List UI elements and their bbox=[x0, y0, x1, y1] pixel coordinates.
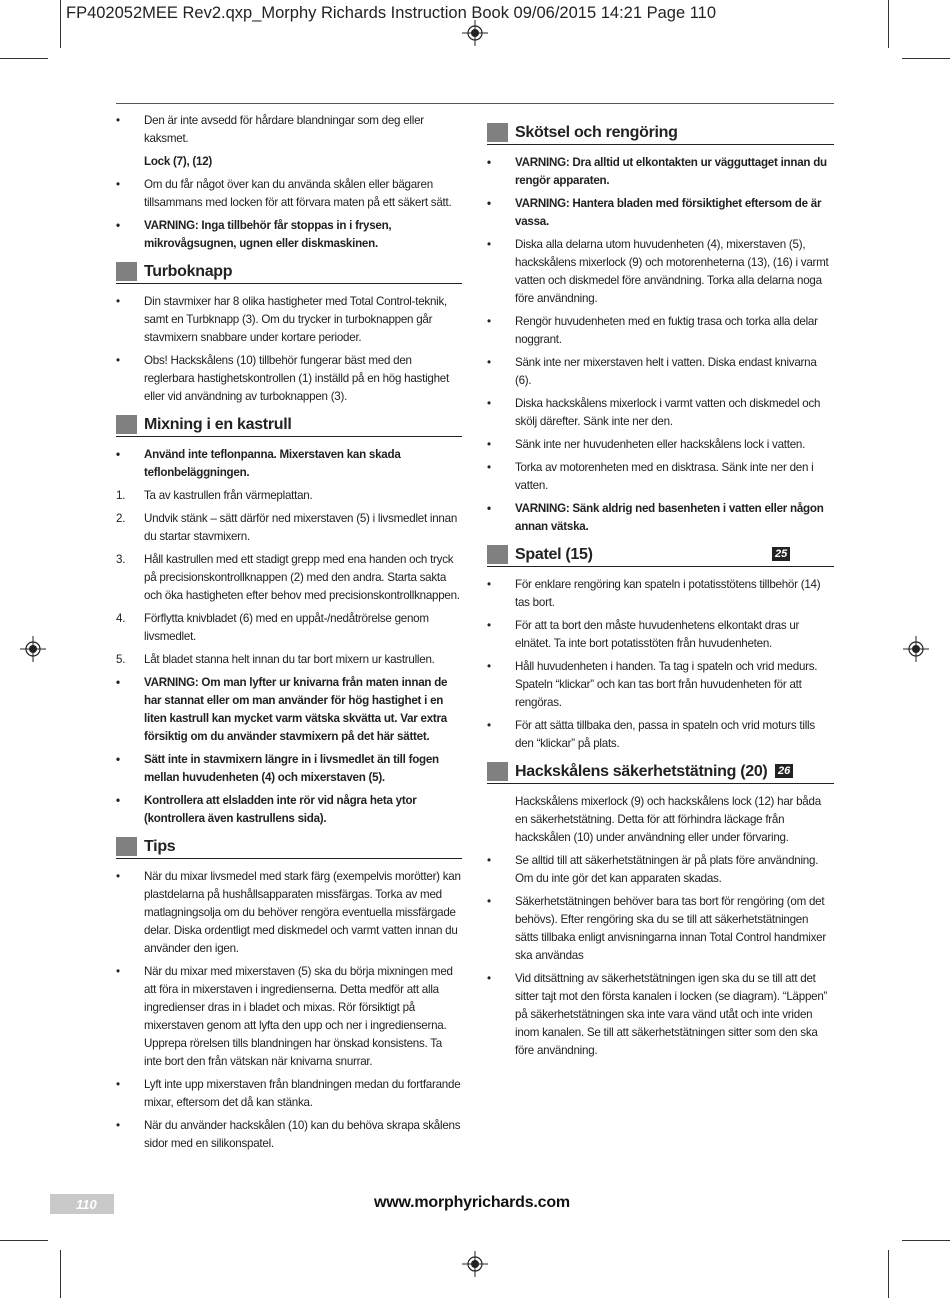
heading-text: Turboknapp bbox=[144, 263, 233, 280]
item-text: Om du får något över kan du använda skålen eller bägaren tillsammans med locken för att förvara maten på ett säkert sätt. bbox=[144, 178, 452, 209]
bullet-item bbox=[116, 674, 462, 746]
numbered-step bbox=[116, 610, 462, 646]
item-text: För att ta bort den måste huvudenhetens elkontakt dras ur elnätet. Ta inte bort potatisstöten från huvudenheten. bbox=[515, 619, 800, 650]
list-marker: • bbox=[487, 315, 491, 328]
item-text: Ta av kastrullen från värmeplattan. bbox=[144, 489, 313, 502]
numbered-step bbox=[116, 510, 462, 546]
item-text: VARNING: Hantera bladen med försiktighet eftersom de är vassa. bbox=[515, 197, 822, 228]
slug-line: FP402052MEE Rev2.qxp_Morphy Richards Instruction Book 09/06/2015 14:21 Page 110 bbox=[66, 4, 717, 22]
item-text: VARNING: Sänk aldrig ned basenheten i vatten eller någon annan vätska. bbox=[515, 502, 824, 533]
left-column bbox=[116, 112, 462, 1158]
list-marker: • bbox=[487, 397, 491, 410]
item-text: Diska alla delarna utom huvudenheten (4), mixerstaven (5), hackskålens mixerlock (9) och motorenheterna (13), (16) i varmt vatten och diskmedel före användning. Torka alla delarna noga före användning. bbox=[515, 238, 829, 305]
bullet-item bbox=[116, 1117, 462, 1153]
item-text: Sätt inte in stavmixern längre in i livsmedlet än till fogen mellan huvudenheten (4) och mixerstaven (5). bbox=[144, 753, 439, 784]
numbered-step bbox=[116, 551, 462, 605]
bullet-item bbox=[487, 236, 834, 308]
section-heading bbox=[487, 544, 834, 567]
bullet-item bbox=[487, 893, 834, 965]
list-marker: • bbox=[487, 719, 491, 732]
item-text: Obs! Hackskålens (10) tillbehör fungerar bäst med den reglerbara hastighetskontrollen (1) inställd på en hög hastighet eller vid användning av turboknappen (3). bbox=[144, 354, 449, 403]
item-text: Förflytta knivbladet (6) med en uppåt-/nedåtrörelse genom livsmedlet. bbox=[144, 612, 429, 643]
registration-mark-icon bbox=[462, 1251, 488, 1277]
item-text: Diska hackskålens mixerlock i varmt vatten och diskmedel och skölj därefter. Sänk inte ner den. bbox=[515, 397, 821, 428]
bullet-item bbox=[487, 717, 834, 753]
list-marker: • bbox=[116, 114, 120, 127]
bullet-item bbox=[487, 617, 834, 653]
item-text: Sänk inte ner huvudenheten eller hackskålens lock i vatten. bbox=[515, 438, 806, 451]
list-marker: • bbox=[116, 1119, 120, 1132]
bullet-item bbox=[116, 352, 462, 406]
item-text: Säkerhetstätningen behöver bara tas bort för rengöring (om det behövs). Efter rengöring ska du se till att säkerhetstätningen sätts tillbaka enligt anvisningarna innan Total Control handmixer ska användas bbox=[515, 895, 826, 962]
bullet-item bbox=[116, 963, 462, 1071]
section-heading bbox=[116, 836, 462, 859]
bullet-item bbox=[487, 354, 834, 390]
heading-marker bbox=[116, 415, 137, 434]
list-marker: 4. bbox=[116, 612, 126, 625]
item-text: Rengör huvudenheten med en fuktig trasa och torka alla delar noggrant. bbox=[515, 315, 818, 346]
bullet-item bbox=[487, 576, 834, 612]
bullet-item bbox=[487, 395, 834, 431]
list-marker: • bbox=[116, 448, 120, 461]
list-marker: • bbox=[116, 1078, 120, 1091]
bullet-item bbox=[116, 176, 462, 212]
list-marker: • bbox=[116, 295, 120, 308]
item-text: Din stavmixer har 8 olika hastigheter med Total Control-teknik, samt en Turbknapp (3). Om du trycker in turboknappen går stavmixern snabbare under kortare perioder. bbox=[144, 295, 448, 344]
item-text: Lyft inte upp mixerstaven från blandningen medan du fortfarande mixar, eftersom det då kan stänka. bbox=[144, 1078, 461, 1109]
item-text: VARNING: Dra alltid ut elkontakten ur vägguttaget innan du rengör apparaten. bbox=[515, 156, 827, 187]
list-marker: • bbox=[487, 854, 491, 867]
item-text: När du mixar med mixerstaven (5) ska du börja mixningen med att föra in mixerstaven i ingredienserna. Detta medför att alla ingredienser dras in i bladet och mixas. Rör försiktigt på mixerstaven genom att lyfta den upp och ner i ingredienserna. Upprepa rörelsen tills blandningen har önskad konsistens. Ta inte bort den från vätskan när knivarna snurrar. bbox=[144, 965, 453, 1068]
item-text: VARNING: Inga tillbehör får stoppas in i frysen, mikrovågsugnen, ugnen eller diskmaskinen. bbox=[144, 219, 392, 250]
item-text: Den är inte avsedd för hårdare blandningar som deg eller kaksmet. bbox=[144, 114, 424, 145]
list-marker: • bbox=[487, 660, 491, 673]
registration-mark-icon bbox=[20, 636, 46, 662]
bullet-item bbox=[487, 459, 834, 495]
list-marker: • bbox=[487, 502, 491, 515]
list-marker: • bbox=[487, 197, 491, 210]
figure-reference-badge: 25 bbox=[772, 547, 790, 561]
bullet-item bbox=[116, 446, 462, 482]
heading-text: Skötsel och rengöring bbox=[515, 124, 678, 141]
item-text: Använd inte teflonpanna. Mixerstaven kan skada teflonbeläggningen. bbox=[144, 448, 401, 479]
right-column bbox=[487, 114, 834, 1065]
bullet-item bbox=[487, 970, 834, 1060]
list-marker: • bbox=[487, 578, 491, 591]
section-heading bbox=[116, 414, 462, 437]
list-marker: • bbox=[116, 219, 120, 232]
heading-marker bbox=[116, 837, 137, 856]
list-marker: • bbox=[116, 676, 120, 689]
item-text: Torka av motorenheten med en disktrasa. Sänk inte ner den i vatten. bbox=[515, 461, 814, 492]
numbered-step bbox=[116, 487, 462, 505]
bullet-item bbox=[116, 868, 462, 958]
heading-marker bbox=[116, 262, 137, 281]
registration-mark-icon bbox=[903, 636, 929, 662]
heading-text: Hackskålens säkerhetstätning (20) bbox=[515, 763, 768, 780]
item-text: När du använder hackskålen (10) kan du behöva skrapa skålens sidor med en silikonspatel. bbox=[144, 1119, 461, 1150]
item-text: För att sätta tillbaka den, passa in spateln och vrid moturs tills den “klickar” på plats. bbox=[515, 719, 815, 750]
bullet-item bbox=[116, 751, 462, 787]
heading-text: Tips bbox=[144, 838, 176, 855]
bullet-item bbox=[487, 500, 834, 536]
list-marker: • bbox=[487, 461, 491, 474]
list-marker: • bbox=[487, 238, 491, 251]
bullet-item bbox=[487, 852, 834, 888]
list-marker: • bbox=[487, 356, 491, 369]
list-marker: • bbox=[116, 794, 120, 807]
subheading: Lock (7), (12) bbox=[144, 155, 213, 168]
section-heading bbox=[487, 761, 834, 784]
bullet-item bbox=[487, 154, 834, 190]
bullet-item bbox=[116, 293, 462, 347]
registration-mark-icon bbox=[462, 20, 488, 46]
figure-reference-badge: 26 bbox=[775, 764, 793, 778]
list-marker: 5. bbox=[116, 653, 126, 666]
heading-text: Mixning i en kastrull bbox=[144, 416, 292, 433]
item-text: Kontrollera att elsladden inte rör vid några heta ytor (kontrollera även kastrullens sida). bbox=[144, 794, 417, 825]
list-marker: • bbox=[116, 178, 120, 191]
footer-url: www.morphyrichards.com bbox=[374, 1194, 570, 1211]
top-rule bbox=[116, 103, 834, 104]
item-text: När du mixar livsmedel med stark färg (exempelvis morötter) kan plastdelarna på hushållsapparaten missfärgas. Torka av med matlagningsolja om du behöver rengöra eventuella missfärgade delar. Diska ordentligt med diskmedel och varmt vatten innan du använder den igen. bbox=[144, 870, 461, 955]
list-marker: • bbox=[116, 870, 120, 883]
heading-marker bbox=[487, 123, 508, 142]
item-text: Låt bladet stanna helt innan du tar bort mixern ur kastrullen. bbox=[144, 653, 435, 666]
bullet-item bbox=[487, 658, 834, 712]
paragraph: Hackskålens mixerlock (9) och hackskålens lock (12) har båda en säkerhetstätning. Detta för att förhindra läckage från hackskålen (10) under användning eller under förvaring. bbox=[515, 795, 821, 844]
list-marker: • bbox=[116, 965, 120, 978]
list-marker: • bbox=[487, 156, 491, 169]
bullet-item bbox=[116, 792, 462, 828]
item-text: Sänk inte ner mixerstaven helt i vatten. Diska endast knivarna (6). bbox=[515, 356, 817, 387]
list-marker: 1. bbox=[116, 489, 126, 502]
heading-text: Spatel (15) bbox=[515, 546, 593, 563]
section-heading bbox=[116, 261, 462, 284]
list-marker: • bbox=[487, 895, 491, 908]
item-text: Se alltid till att säkerhetstätningen är på plats före användning. Om du inte gör det kan apparaten skadas. bbox=[515, 854, 819, 885]
section-heading bbox=[487, 122, 834, 145]
bullet-item bbox=[116, 217, 462, 253]
item-text: Vid ditsättning av säkerhetstätningen igen ska du se till att det sitter tajt mot den första kanalen i locken (se diagram). “Läppen” på säkerhetstätningen ska inte vara vänd utåt och inte vriden inom kanalen. Se till att säkerhetstätningen sitter som den ska före användning. bbox=[515, 972, 828, 1057]
bullet-item bbox=[116, 1076, 462, 1112]
list-marker: 2. bbox=[116, 512, 126, 525]
item-text: Undvik stänk – sätt därför ned mixerstaven (5) i livsmedlet innan du startar stavmixern. bbox=[144, 512, 458, 543]
list-marker: • bbox=[116, 753, 120, 766]
list-marker: 3. bbox=[116, 553, 126, 566]
bullet-item bbox=[487, 195, 834, 231]
bullet-item bbox=[487, 436, 834, 454]
list-marker: • bbox=[487, 438, 491, 451]
page-number-tab bbox=[50, 1194, 114, 1214]
bullet-item bbox=[487, 313, 834, 349]
heading-marker bbox=[487, 762, 508, 781]
list-marker: • bbox=[487, 619, 491, 632]
list-marker: • bbox=[116, 354, 120, 367]
item-text: VARNING: Om man lyfter ur knivarna från maten innan de har stannat eller om man använder för hög hastighet i en liten kastrull kan mycket varm vätska skvätta ut. Var extra försiktig om du använder stavmixern på det här sättet. bbox=[144, 676, 448, 743]
item-text: Håll kastrullen med ett stadigt grepp med ena handen och tryck på precisionskontrollknappen (2) med den andra. Starta sakta och öka hastigheten efter behov med precisionskontrollknappen. bbox=[144, 553, 460, 602]
item-text: För enklare rengöring kan spateln i potatisstötens tillbehör (14) tas bort. bbox=[515, 578, 821, 609]
bullet-item bbox=[116, 112, 462, 148]
page-number: 110 bbox=[76, 1197, 97, 1212]
list-marker: • bbox=[487, 972, 491, 985]
numbered-step bbox=[116, 651, 462, 669]
heading-marker bbox=[487, 545, 508, 564]
item-text: Håll huvudenheten i handen. Ta tag i spateln och vrid medurs. Spateln “klickar” och kan tas bort från huvudenheten för att rengöras. bbox=[515, 660, 818, 709]
